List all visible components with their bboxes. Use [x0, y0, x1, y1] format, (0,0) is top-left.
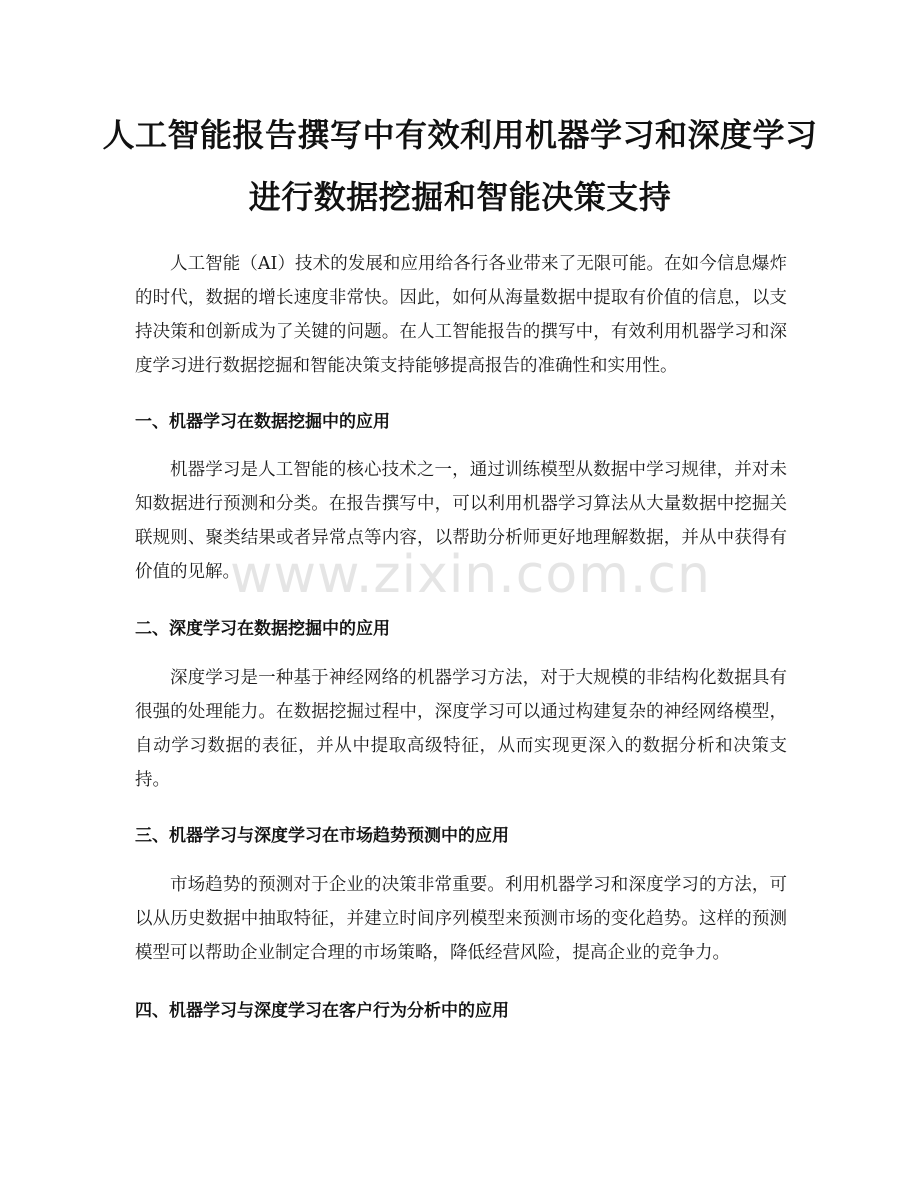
intro-paragraph: 人工智能（AI）技术的发展和应用给各行各业带来了无限可能。在如今信息爆炸的时代，数据的增长速度非常快。因此，如何从海量数据中提取有价值的信息，以支持决策和创新成为了关键的问题。在人工智能报告的撰写中，有效利用机器学习和深度学习进行数据挖掘和智能决策支持能够提高报告的准确性和实用性。 [135, 254, 787, 376]
section-heading-1: 一、机器学习在数据挖掘中的应用 [135, 412, 390, 432]
section-heading-3: 三、机器学习与深度学习在市场趋势预测中的应用 [135, 826, 509, 846]
section-heading-2: 二、深度学习在数据挖掘中的应用 [135, 619, 390, 639]
section-heading-4: 四、机器学习与深度学习在客户行为分析中的应用 [135, 1001, 509, 1021]
document-title: 人工智能报告撰写中有效利用机器学习和深度学习进行数据挖掘和智能决策支持 [102, 116, 818, 216]
section-body-2: 深度学习是一种基于神经网络的机器学习方法，对于大规模的非结构化数据具有很强的处理能力。在数据挖掘过程中，深度学习可以通过构建复杂的神经网络模型，自动学习数据的表征，并从中提取高级特征，从而实现更深入的数据分析和决策支持。 [135, 668, 787, 790]
section-body-3: 市场趋势的预测对于企业的决策非常重要。利用机器学习和深度学习的方法，可以从历史数据中抽取特征，并建立时间序列模型来预测市场的变化趋势。这样的预测模型可以帮助企业制定合理的市场策略，降低经营风险，提高企业的竞争力。 [135, 875, 787, 963]
section-body-1: 机器学习是人工智能的核心技术之一，通过训练模型从数据中学习规律，并对未知数据进行预测和分类。在报告撰写中，可以利用机器学习算法从大量数据中挖掘关联规则、聚类结果或者异常点等内容，以帮助分析师更好地理解数据，并从中获得有价值的见解。 [135, 460, 787, 582]
watermark: www.zixin.com.cn [230, 545, 711, 605]
